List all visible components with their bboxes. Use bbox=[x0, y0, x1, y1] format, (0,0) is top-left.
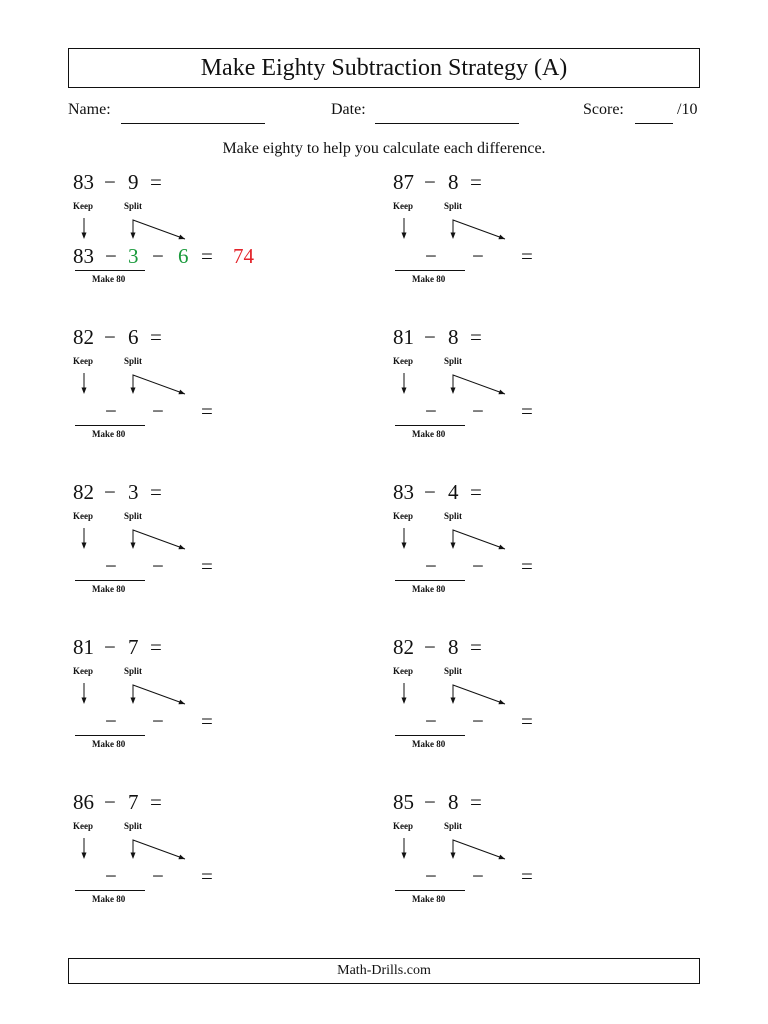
keep-label: Keep bbox=[73, 201, 93, 211]
minus-sign: − bbox=[425, 554, 437, 578]
split-arrow-icon bbox=[451, 685, 506, 704]
score-label: Score: bbox=[583, 101, 624, 118]
make-80-label: Make 80 bbox=[412, 584, 446, 594]
keep-label: Keep bbox=[393, 666, 413, 676]
keep-label: Keep bbox=[73, 666, 93, 676]
minus-sign: − bbox=[425, 709, 437, 733]
make-80-underline bbox=[395, 580, 465, 581]
minus-sign: − bbox=[152, 554, 164, 578]
keep-label: Keep bbox=[73, 821, 93, 831]
problem-5 bbox=[73, 478, 373, 608]
arrows-diagram bbox=[393, 524, 523, 554]
split-second-answer: 6 bbox=[178, 244, 189, 268]
arrows-diagram bbox=[73, 214, 203, 244]
equals-sign: = bbox=[201, 709, 213, 733]
split-label: Split bbox=[444, 201, 463, 211]
make-80-underline bbox=[395, 890, 465, 891]
arrows-diagram bbox=[393, 834, 523, 864]
make-80-label: Make 80 bbox=[412, 429, 446, 439]
keep-arrow-icon bbox=[402, 683, 407, 704]
make-80-label: Make 80 bbox=[92, 584, 126, 594]
make-80-label: Make 80 bbox=[412, 894, 446, 904]
minuend: 83 bbox=[393, 480, 414, 504]
keep-answer: 83 bbox=[73, 244, 94, 268]
subtrahend: 3 bbox=[128, 480, 139, 504]
keep-label: Keep bbox=[393, 821, 413, 831]
arrows-diagram bbox=[73, 679, 203, 709]
minus-sign: − bbox=[424, 170, 436, 194]
make-80-underline bbox=[75, 425, 145, 426]
split-label: Split bbox=[444, 666, 463, 676]
split-arrow-icon bbox=[451, 220, 506, 239]
problem-9 bbox=[73, 788, 373, 918]
subtrahend: 8 bbox=[448, 790, 459, 814]
split-label: Split bbox=[124, 201, 143, 211]
arrows-diagram bbox=[73, 369, 203, 399]
minus-sign: − bbox=[104, 635, 116, 659]
split-arrow-icon bbox=[131, 375, 186, 394]
keep-arrow-icon bbox=[402, 373, 407, 394]
problem-10 bbox=[393, 788, 693, 918]
minus-sign: − bbox=[105, 709, 117, 733]
minus-sign: − bbox=[104, 325, 116, 349]
minus-sign: − bbox=[152, 709, 164, 733]
minus-sign: − bbox=[424, 325, 436, 349]
split-arrow-icon bbox=[451, 375, 506, 394]
make-80-underline bbox=[395, 425, 465, 426]
keep-arrow-icon bbox=[82, 373, 87, 394]
split-first-answer: 3 bbox=[128, 244, 139, 268]
make-80-label: Make 80 bbox=[92, 429, 126, 439]
equals-sign: = bbox=[201, 864, 213, 888]
equals-sign: = bbox=[150, 790, 162, 814]
keep-arrow-icon bbox=[82, 528, 87, 549]
split-label: Split bbox=[124, 356, 143, 366]
split-label: Split bbox=[444, 821, 463, 831]
minuend: 82 bbox=[73, 325, 94, 349]
minus-sign: − bbox=[425, 399, 437, 423]
split-arrow-icon bbox=[451, 840, 506, 859]
name-label: Name: bbox=[68, 101, 111, 118]
equals-sign: = bbox=[521, 864, 533, 888]
problem-2 bbox=[393, 168, 693, 298]
equals-sign: = bbox=[521, 709, 533, 733]
problem-7 bbox=[73, 633, 373, 763]
minus-sign: − bbox=[472, 399, 484, 423]
minus-sign: − bbox=[424, 635, 436, 659]
difference-answer: 74 bbox=[233, 244, 254, 268]
equals-sign: = bbox=[201, 244, 213, 268]
arrows-diagram bbox=[73, 834, 203, 864]
equals-sign: = bbox=[470, 635, 482, 659]
split-arrow-icon bbox=[131, 220, 186, 239]
subtrahend: 6 bbox=[128, 325, 139, 349]
minus-sign: − bbox=[104, 170, 116, 194]
equals-sign: = bbox=[521, 244, 533, 268]
equals-sign: = bbox=[150, 170, 162, 194]
worksheet-title: Make Eighty Subtraction Strategy (A) bbox=[68, 48, 700, 88]
score-total: /10 bbox=[677, 101, 698, 118]
split-label: Split bbox=[124, 821, 143, 831]
minuend: 81 bbox=[73, 635, 94, 659]
date-label: Date: bbox=[331, 101, 366, 118]
subtrahend: 4 bbox=[448, 480, 459, 504]
equals-sign: = bbox=[201, 554, 213, 578]
keep-arrow-icon bbox=[402, 218, 407, 239]
equals-sign: = bbox=[470, 325, 482, 349]
equals-sign: = bbox=[150, 325, 162, 349]
split-arrow-icon bbox=[131, 530, 186, 549]
equals-sign: = bbox=[470, 170, 482, 194]
split-label: Split bbox=[444, 511, 463, 521]
split-label: Split bbox=[124, 666, 143, 676]
minuend: 83 bbox=[73, 170, 94, 194]
minuend: 87 bbox=[393, 170, 414, 194]
equals-sign: = bbox=[470, 790, 482, 814]
arrows-diagram bbox=[393, 369, 523, 399]
equals-sign: = bbox=[470, 480, 482, 504]
problem-6 bbox=[393, 478, 693, 608]
minus-sign: − bbox=[472, 864, 484, 888]
keep-label: Keep bbox=[73, 511, 93, 521]
split-label: Split bbox=[124, 511, 143, 521]
subtrahend: 9 bbox=[128, 170, 139, 194]
equals-sign: = bbox=[521, 554, 533, 578]
keep-label: Keep bbox=[393, 356, 413, 366]
subtrahend: 7 bbox=[128, 635, 139, 659]
equals-sign: = bbox=[150, 635, 162, 659]
make-80-underline bbox=[395, 735, 465, 736]
make-80-underline bbox=[75, 735, 145, 736]
make-80-label: Make 80 bbox=[92, 274, 126, 284]
minus-sign: − bbox=[105, 244, 117, 268]
make-80-underline bbox=[75, 270, 145, 271]
minus-sign: − bbox=[424, 790, 436, 814]
keep-arrow-icon bbox=[82, 838, 87, 859]
minus-sign: − bbox=[104, 790, 116, 814]
minus-sign: − bbox=[425, 244, 437, 268]
split-label: Split bbox=[444, 356, 463, 366]
keep-label: Keep bbox=[393, 511, 413, 521]
minuend: 85 bbox=[393, 790, 414, 814]
keep-arrow-icon bbox=[82, 683, 87, 704]
make-80-underline bbox=[75, 580, 145, 581]
minus-sign: − bbox=[105, 864, 117, 888]
split-arrow-icon bbox=[131, 685, 186, 704]
keep-arrow-icon bbox=[82, 218, 87, 239]
problem-4 bbox=[393, 323, 693, 453]
split-arrow-icon bbox=[451, 530, 506, 549]
equals-sign: = bbox=[521, 399, 533, 423]
keep-label: Keep bbox=[393, 201, 413, 211]
arrows-diagram bbox=[393, 679, 523, 709]
keep-arrow-icon bbox=[402, 838, 407, 859]
minus-sign: − bbox=[472, 244, 484, 268]
make-80-label: Make 80 bbox=[412, 274, 446, 284]
make-80-underline bbox=[395, 270, 465, 271]
instructions: Make eighty to help you calculate each difference. bbox=[222, 140, 546, 157]
minuend: 82 bbox=[73, 480, 94, 504]
make-80-underline bbox=[75, 890, 145, 891]
keep-arrow-icon bbox=[402, 528, 407, 549]
name-line bbox=[121, 123, 265, 124]
minus-sign: − bbox=[472, 709, 484, 733]
subtrahend: 7 bbox=[128, 790, 139, 814]
footer: Math-Drills.com bbox=[68, 958, 700, 984]
minus-sign: − bbox=[152, 399, 164, 423]
make-80-label: Make 80 bbox=[92, 739, 126, 749]
split-arrow-icon bbox=[131, 840, 186, 859]
make-80-label: Make 80 bbox=[412, 739, 446, 749]
minus-sign: − bbox=[105, 399, 117, 423]
score-line bbox=[635, 123, 673, 124]
equals-sign: = bbox=[201, 399, 213, 423]
minus-sign: − bbox=[105, 554, 117, 578]
subtrahend: 8 bbox=[448, 325, 459, 349]
problem-8 bbox=[393, 633, 693, 763]
date-line bbox=[375, 123, 519, 124]
arrows-diagram bbox=[73, 524, 203, 554]
arrows-diagram bbox=[393, 214, 523, 244]
minus-sign: − bbox=[472, 554, 484, 578]
minus-sign: − bbox=[104, 480, 116, 504]
minus-sign: − bbox=[424, 480, 436, 504]
minus-sign: − bbox=[152, 864, 164, 888]
minuend: 82 bbox=[393, 635, 414, 659]
minus-sign: − bbox=[425, 864, 437, 888]
problem-1 bbox=[73, 168, 373, 298]
subtrahend: 8 bbox=[448, 635, 459, 659]
subtrahend: 8 bbox=[448, 170, 459, 194]
minus-sign: − bbox=[152, 244, 164, 268]
equals-sign: = bbox=[150, 480, 162, 504]
problem-3 bbox=[73, 323, 373, 453]
minuend: 81 bbox=[393, 325, 414, 349]
keep-label: Keep bbox=[73, 356, 93, 366]
make-80-label: Make 80 bbox=[92, 894, 126, 904]
minuend: 86 bbox=[73, 790, 94, 814]
